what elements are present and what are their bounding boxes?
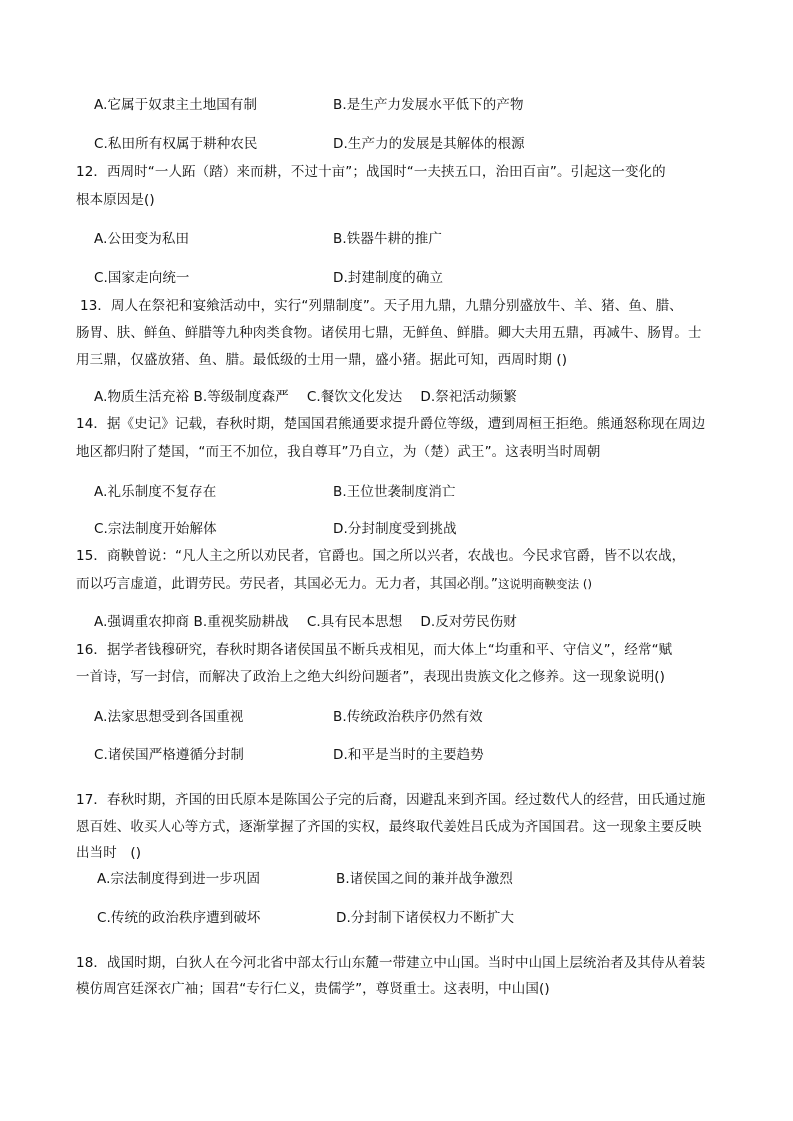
q15-options[interactable]: A.强调重农抑商 B.重视奖励耕战 C.具有民本思想 D.反对劳民伤财 <box>94 614 517 630</box>
q13-stem-line-3: 用三鼎，仅盛放猪、鱼、腊。最低级的士用一鼎，盛小猪。据此可知，西周时期 () <box>76 352 568 368</box>
q14-option-b[interactable]: B.王位世袭制度消亡 <box>333 484 456 500</box>
q18-stem-line-1: 18．战国时期，白狄人在今河北省中部太行山东麓一带建立中山国。当时中山国上层统治者及其侍从着装 <box>76 955 706 971</box>
q17-option-d[interactable]: D.分封制下诸侯权力不断扩大 <box>336 910 515 926</box>
q11-option-b[interactable]: B.是生产力发展水平低下的产物 <box>333 97 524 113</box>
q16-stem-line-1: 16．据学者钱穆研究，春秋时期各诸侯国虽不断兵戎相见，而大体上“均重和平、守信义”，经常“赋 <box>76 642 673 658</box>
q16-option-d[interactable]: D.和平是当时的主要趋势 <box>333 747 484 763</box>
q17-option-a[interactable]: A.宗法制度得到进一步巩固 <box>97 871 261 887</box>
q17-option-c[interactable]: C.传统的政治秩序遭到破坏 <box>97 910 261 926</box>
q15-stem-line-1: 15．商鞅曾说：“凡人主之所以劝民者，官爵也。国之所以兴者，农战也。今民求官爵，皆不以农战， <box>76 548 686 564</box>
q11-option-a[interactable]: A.它属于奴隶主土地国有制 <box>94 97 258 113</box>
q14-stem-line-2: 地区都归附了楚国，“而王不加位，我自尊耳”乃自立，为（楚）武王”。这表明当时周朝 <box>76 444 601 460</box>
q15-stem-line-2 <box>76 574 592 594</box>
q16-option-c[interactable]: C.诸侯国严格遵循分封制 <box>94 747 244 763</box>
q14-option-a[interactable]: A.礼乐制度不复存在 <box>94 484 217 500</box>
q12-option-d[interactable]: D.封建制度的确立 <box>333 270 444 286</box>
q13-stem-line-2: 肠胃、肤、鲜鱼、鲜腊等九种肉类食物。诸侯用七鼎，无鲜鱼、鲜腊。卿大夫用五鼎，再减牛、肠胃。士 <box>76 325 702 341</box>
q16-option-a[interactable]: A.法家思想受到各国重视 <box>94 709 244 725</box>
q18-stem-line-2: 模仿周宫廷深衣广袖；国君“专行仁义，贵儒学”，尊贤重士。这表明，中山国() <box>76 981 550 997</box>
q17-stem-line-3: 出当时 () <box>76 845 142 861</box>
q14-option-d[interactable]: D.分封制度受到挑战 <box>333 521 457 537</box>
q12-stem-line-1: 12．西周时“一人跖（踏）来而耕，不过十亩”；战国时“一夫挟五口，治田百亩”。引起这一变化的 <box>76 164 666 180</box>
q15-stem-text: 而以巧言虚道，此谓劳民。劳民者，其国必无力。无力者，其国必削。” <box>76 576 498 592</box>
q17-stem-line-2: 恩百姓、收买人心等方式，逐渐掌握了齐国的实权，最终取代姜姓吕氏成为齐国国君。这一现象主要反映 <box>76 819 702 835</box>
q12-option-b[interactable]: B.铁器牛耕的推广 <box>333 231 442 247</box>
q14-stem-line-1: 14．据《史记》记载，春秋时期，楚国国君熊通要求提升爵位等级，遭到周桓王拒绝。熊通怒称现在周边 <box>76 416 706 432</box>
q12-option-a[interactable]: A.公田变为私田 <box>94 231 190 247</box>
q12-option-c[interactable]: C.国家走向统一 <box>94 270 190 286</box>
q13-stem-line-1: 13．周人在祭祀和宴飨活动中，实行“列鼎制度”。天子用九鼎，九鼎分别盛放牛、羊、猪、鱼、腊、 <box>80 298 683 314</box>
q12-stem-line-2: 根本原因是() <box>76 192 155 208</box>
q17-option-b[interactable]: B.诸侯国之间的兼并战争激烈 <box>336 871 513 887</box>
q17-stem-line-1: 17．春秋时期，齐国的田氏原本是陈国公子完的后裔，因避乱来到齐国。经过数代人的经营，田氏通过施 <box>76 792 706 808</box>
q11-option-c[interactable]: C.私田所有权属于耕种农民 <box>94 136 258 152</box>
q14-option-c[interactable]: C.宗法制度开始解体 <box>94 521 217 537</box>
q16-stem-line-2: 一首诗，写一封信，而解决了政治上之绝大纠纷问题者”，表现出贵族文化之修养。这一现象说明() <box>76 669 666 685</box>
q15-stem-tail: 这说明商鞅变法 () <box>497 577 593 591</box>
q13-options[interactable]: A.物质生活充裕 B.等级制度森严 C.餐饮文化发达 D.祭祀活动频繁 <box>94 389 517 405</box>
q11-option-d[interactable]: D.生产力的发展是其解体的根源 <box>333 136 525 152</box>
q16-option-b[interactable]: B.传统政治秩序仍然有效 <box>333 709 483 725</box>
